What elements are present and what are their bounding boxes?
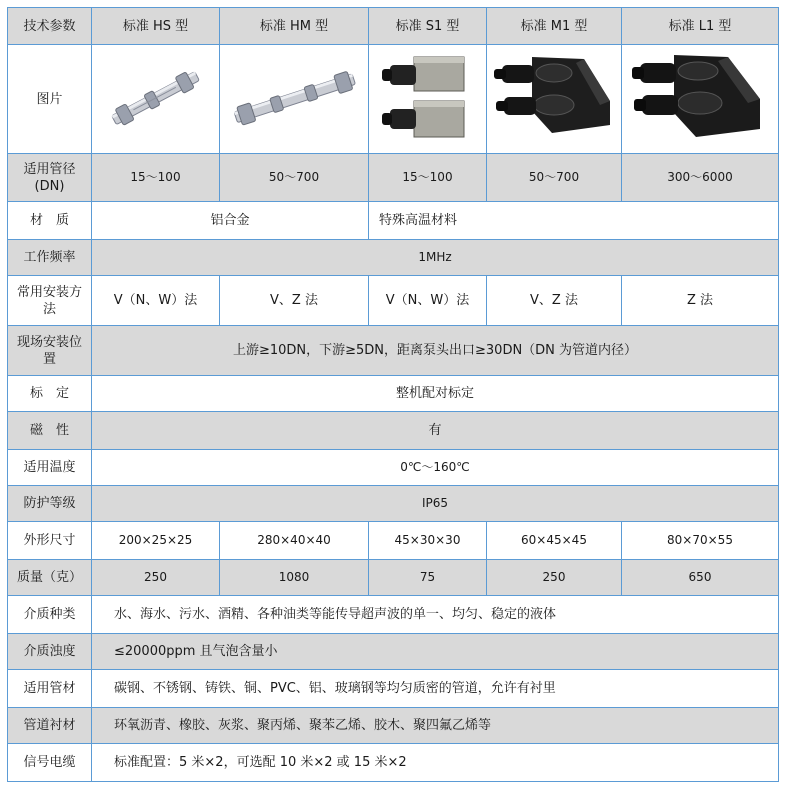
turbidity-value: ≤20000ppm 且气泡含量小 [92,634,779,670]
cable-value: 标准配置：5 米×2，可选配 10 米×2 或 15 米×2 [92,744,779,782]
weight-row [8,560,779,596]
m1-transducer-image [492,51,617,147]
s1-transducer-image [378,51,478,147]
hs-image-cell [92,45,220,154]
weight-hs: 250 [92,560,220,596]
l1-transducer-image [630,51,770,147]
hm-transducer-image [227,59,362,139]
weight-l1: 650 [622,560,779,596]
weight-label: 质量（克） [8,560,92,596]
pipe-dia-l1: 300～6000 [622,154,779,202]
protection-label: 防护等级 [8,486,92,522]
dimensions-row [8,522,779,560]
install-pos-value: 上游≥10DN，下游≥5DN，距离泵头出口≥30DN（DN 为管道内径） [92,326,779,376]
dimensions-l1: 80×70×55 [622,522,779,560]
turbidity-label: 介质浊度 [8,634,92,670]
lining-value: 环氧沥青、橡胶、灰浆、聚丙烯、聚苯乙烯、胶木、聚四氟乙烯等 [92,708,779,744]
pipe-dia-label: 适用管径(DN) [8,154,92,202]
install-method-m1: V、Z 法 [487,276,622,326]
dimensions-hs: 200×25×25 [92,522,220,560]
temperature-row [8,450,779,486]
cable-label: 信号电缆 [8,744,92,782]
pipe-dia-hm: 50～700 [220,154,369,202]
temperature-label: 适用温度 [8,450,92,486]
medium-value: 水、海水、污水、酒精、各种油类等能传导超声波的单一、均匀、稳定的液体 [92,596,779,634]
install-method-label: 常用安装方法 [8,276,92,326]
header-row [8,8,779,45]
material-aluminum: 铝合金 [92,202,369,240]
frequency-label: 工作频率 [8,240,92,276]
install-method-hm: V、Z 法 [220,276,369,326]
spec-table [7,7,779,782]
header-l1: 标准 L1 型 [622,8,779,45]
material-label: 材 质 [8,202,92,240]
header-m1: 标准 M1 型 [487,8,622,45]
dimensions-label: 外形尺寸 [8,522,92,560]
calibration-value: 整机配对标定 [92,376,779,412]
protection-row [8,486,779,522]
s1-image-cell [369,45,487,154]
magnetic-row [8,412,779,450]
install-pos-row [8,326,779,376]
install-method-hs: V（N、W）法 [92,276,220,326]
weight-hm: 1080 [220,560,369,596]
image-label: 图片 [8,45,92,154]
header-param: 技术参数 [8,8,92,45]
lining-label: 管道衬材 [8,708,92,744]
pipe-dia-row [8,154,779,202]
calibration-row [8,376,779,412]
pipe-material-label: 适用管材 [8,670,92,708]
cable-row [8,744,779,782]
dimensions-s1: 45×30×30 [369,522,487,560]
install-pos-label: 现场安装位置 [8,326,92,376]
header-hs: 标准 HS 型 [92,8,220,45]
frequency-value: 1MHz [92,240,779,276]
frequency-row [8,240,779,276]
lining-row [8,708,779,744]
header-hm: 标准 HM 型 [220,8,369,45]
hm-image-cell [220,45,369,154]
turbidity-row [8,634,779,670]
l1-image-cell [622,45,779,154]
pipe-material-value: 碳钢、不锈钢、铸铁、铜、PVC、铝、玻璃钢等均匀质密的管道，允许有衬里 [92,670,779,708]
material-row [8,202,779,240]
temperature-value: 0℃～160℃ [92,450,779,486]
install-method-row [8,276,779,326]
medium-label: 介质种类 [8,596,92,634]
medium-row [8,596,779,634]
dimensions-m1: 60×45×45 [487,522,622,560]
image-row [8,45,779,154]
material-high-temp: 特殊高温材料 [369,202,779,240]
pipe-dia-hs: 15～100 [92,154,220,202]
header-s1: 标准 S1 型 [369,8,487,45]
magnetic-value: 有 [92,412,779,450]
install-method-l1: Z 法 [622,276,779,326]
hs-transducer-image [101,59,211,139]
weight-m1: 250 [487,560,622,596]
pipe-material-row [8,670,779,708]
magnetic-label: 磁 性 [8,412,92,450]
weight-s1: 75 [369,560,487,596]
protection-value: IP65 [92,486,779,522]
pipe-dia-m1: 50～700 [487,154,622,202]
calibration-label: 标 定 [8,376,92,412]
m1-image-cell [487,45,622,154]
pipe-dia-s1: 15～100 [369,154,487,202]
install-method-s1: V（N、W）法 [369,276,487,326]
dimensions-hm: 280×40×40 [220,522,369,560]
